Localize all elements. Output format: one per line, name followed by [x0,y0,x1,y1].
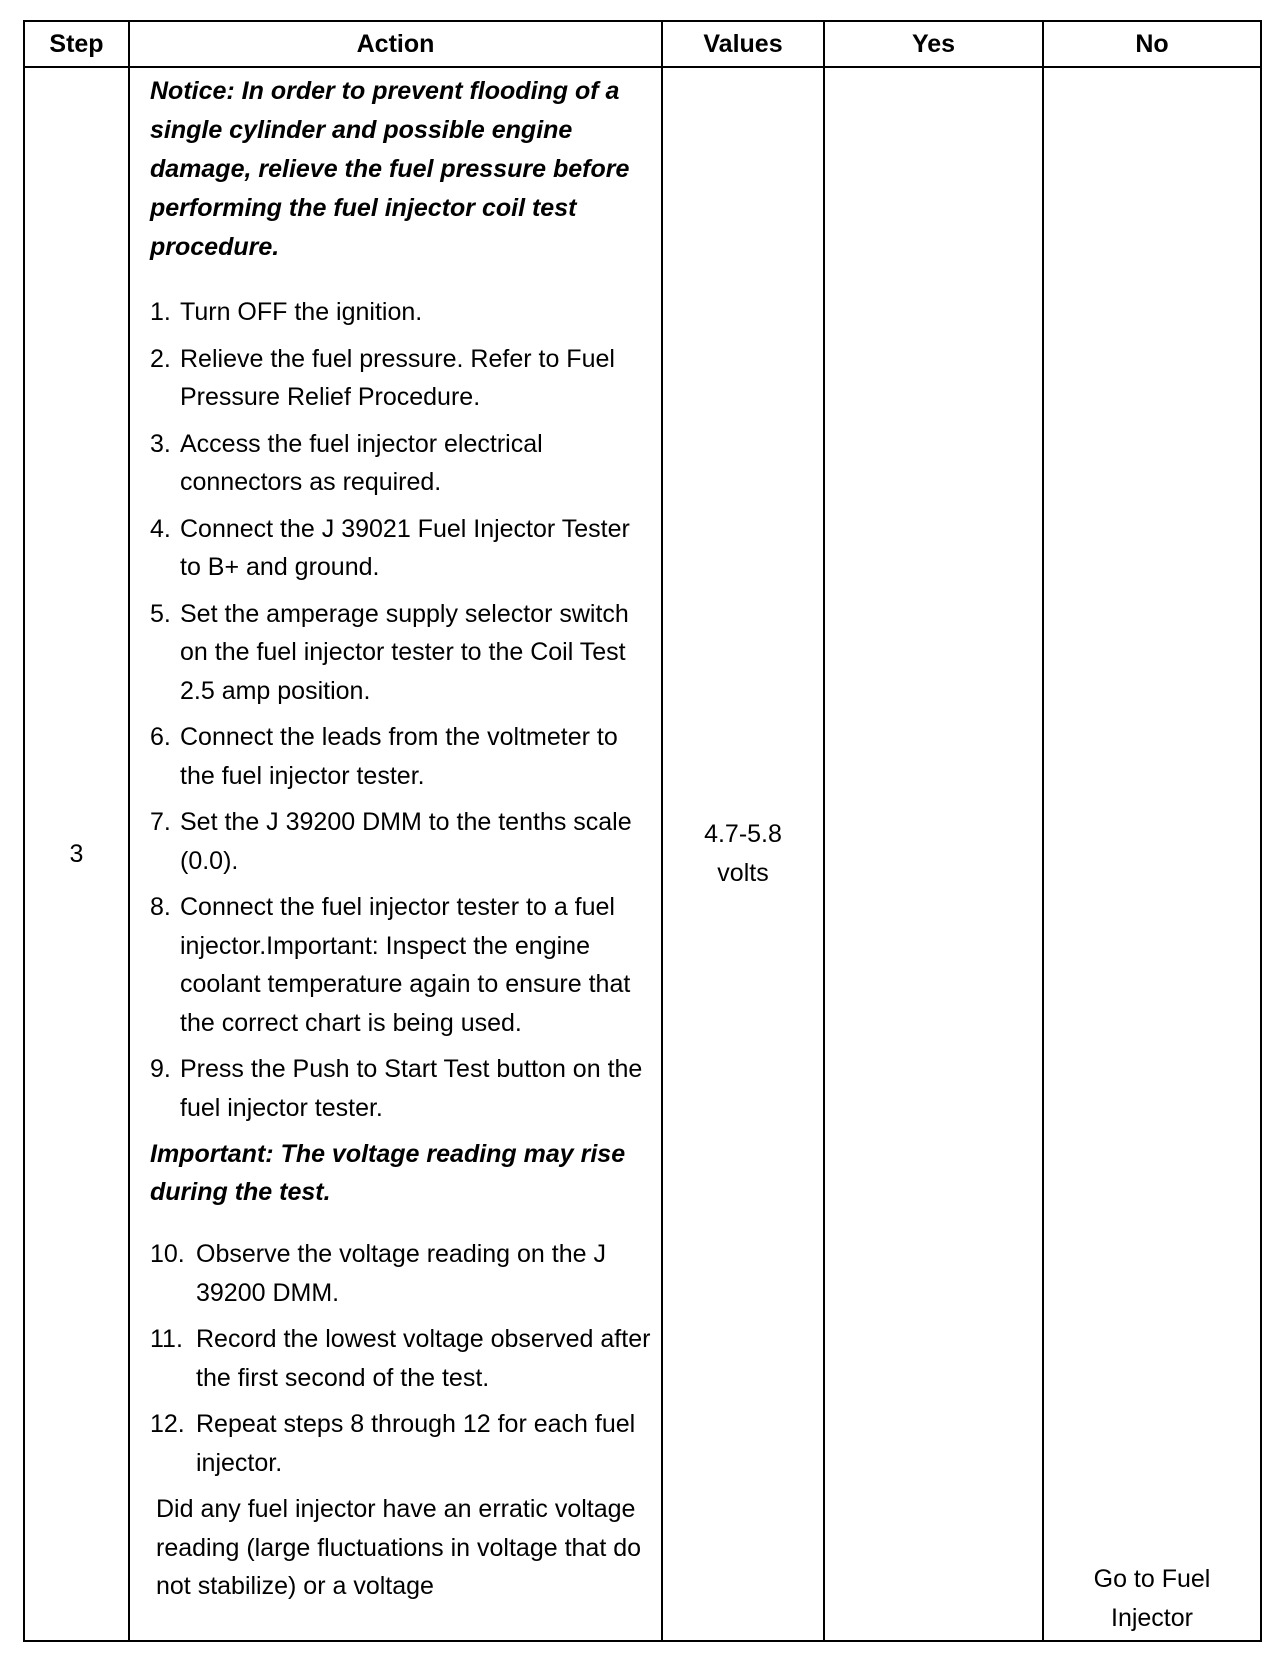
values-line-1: 4.7-5.8 [704,820,782,848]
list-item [150,595,651,711]
step-item-number: 6. [150,723,171,751]
list-item [150,340,651,417]
list-item [150,425,651,502]
list-item [150,510,651,587]
header-action: Action [129,21,662,67]
step-item-number: 5. [150,599,171,628]
no-line-1: Go to Fuel [1093,1565,1211,1593]
question-text: Did any fuel injector have an erratic voltage reading (large fluctuations in voltage that do not stabilize) or a voltage [156,1495,642,1600]
action-cell [129,67,662,1641]
notice-text: Notice: In order to prevent flooding of a single cylinder and possible engine damage, relieve the fuel pressure before performing the fuel injector coil test procedure. [150,77,630,261]
step-item-number: 4. [150,514,171,543]
important-text: Important: The voltage reading may rise during the test. [150,1140,626,1206]
list-item [150,1320,651,1397]
list-item [150,293,651,332]
list-item [150,718,651,795]
list-item [150,1405,651,1482]
step-number: 3 [24,67,129,1641]
step-item-number: 12. [150,1410,185,1438]
step-item-number: 10. [150,1240,185,1268]
header-row [24,21,1261,67]
step-item-text: Connect the leads from the voltmeter to the fuel injector tester. [180,723,618,790]
procedure-steps-2 [150,1235,651,1482]
diagnostic-table [23,20,1262,1642]
table-row [24,67,1261,1641]
step-item-number: 2. [150,344,171,373]
list-item [150,803,651,880]
header-step: Step [24,21,129,67]
step-item-text: Relieve the fuel pressure. Refer to Fuel Pressure Relief Procedure. [180,344,615,411]
no-line-2: Injector [1111,1604,1193,1632]
step-item-number: 1. [150,298,171,326]
header-no: No [1043,21,1261,67]
step-item-number: 7. [150,808,171,836]
values-cell [662,67,824,1641]
values-line-2: volts [717,859,769,887]
yes-cell [824,67,1043,1641]
list-item [150,1050,651,1127]
step-item-text: Set the amperage supply selector switch on the fuel injector tester to the Coil Test 2.5 amp position. [180,599,629,705]
step-item-number: 9. [150,1055,171,1083]
header-yes: Yes [824,21,1043,67]
step-item-text: Turn OFF the ignition. [180,298,423,326]
step-item-text: Connect the J 39021 Fuel Injector Tester to B+ and ground. [180,514,630,581]
step-item-text: Access the fuel injector electrical connectors as required. [180,429,543,496]
step-item-text: Record the lowest voltage observed after the first second of the test. [196,1325,651,1392]
step-item-text: Connect the fuel injector tester to a fuel injector.Important: Inspect the engine coolant temperature again to ensure that the correct chart is being used. [180,893,631,1037]
step-item-text: Press the Push to Start Test button on the fuel injector tester. [180,1055,643,1122]
step-item-number: 3. [150,429,171,458]
list-item [150,1235,651,1312]
step-item-text: Set the J 39200 DMM to the tenths scale (0.0). [180,808,632,875]
step-item-text: Observe the voltage reading on the J 39200 DMM. [196,1240,606,1307]
header-values: Values [662,21,824,67]
no-cell [1043,67,1261,1641]
step-item-number: 11. [150,1325,183,1353]
list-item [150,888,651,1042]
step-item-number: 8. [150,893,171,921]
procedure-steps-1 [150,293,651,1127]
step-item-text: Repeat steps 8 through 12 for each fuel injector. [196,1410,636,1477]
